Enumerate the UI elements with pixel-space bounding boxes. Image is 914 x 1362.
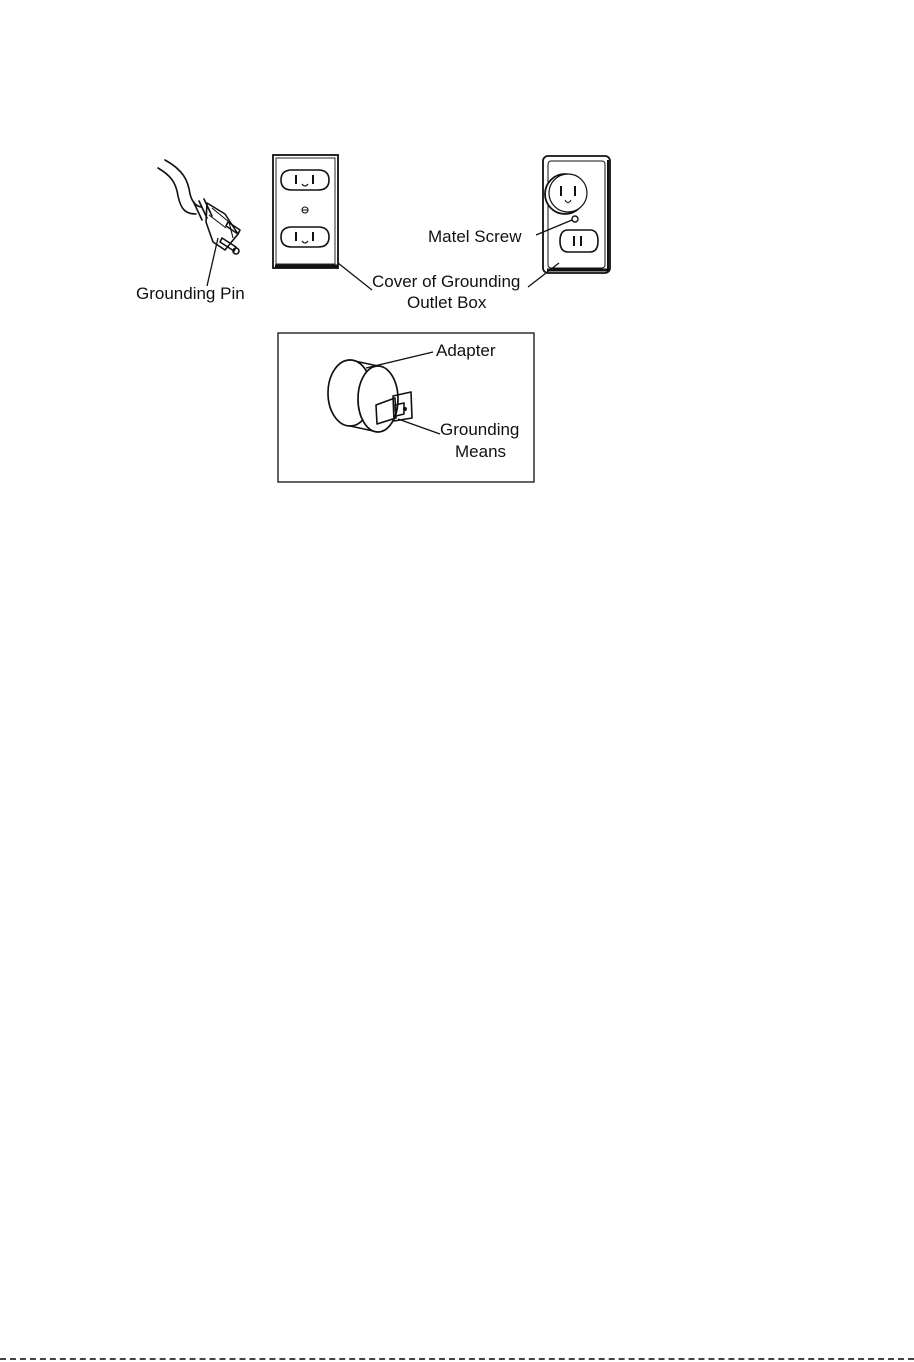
grounding-plug-illustration bbox=[158, 160, 240, 286]
metal-screw-label: Matel Screw bbox=[428, 227, 522, 246]
cover-label-line2: Outlet Box bbox=[407, 293, 487, 312]
page-bottom-edge bbox=[0, 1358, 914, 1360]
grounding-pin-label: Grounding Pin bbox=[136, 284, 245, 303]
grounding-means-label-line1: Grounding bbox=[440, 420, 520, 439]
outlet-with-adapter-illustration bbox=[528, 156, 610, 287]
cover-label-line1: Cover of Grounding bbox=[372, 272, 521, 291]
adapter-label: Adapter bbox=[436, 341, 496, 360]
grounding-means-label-line2: Means bbox=[455, 442, 507, 461]
duplex-outlet-illustration bbox=[273, 155, 372, 290]
